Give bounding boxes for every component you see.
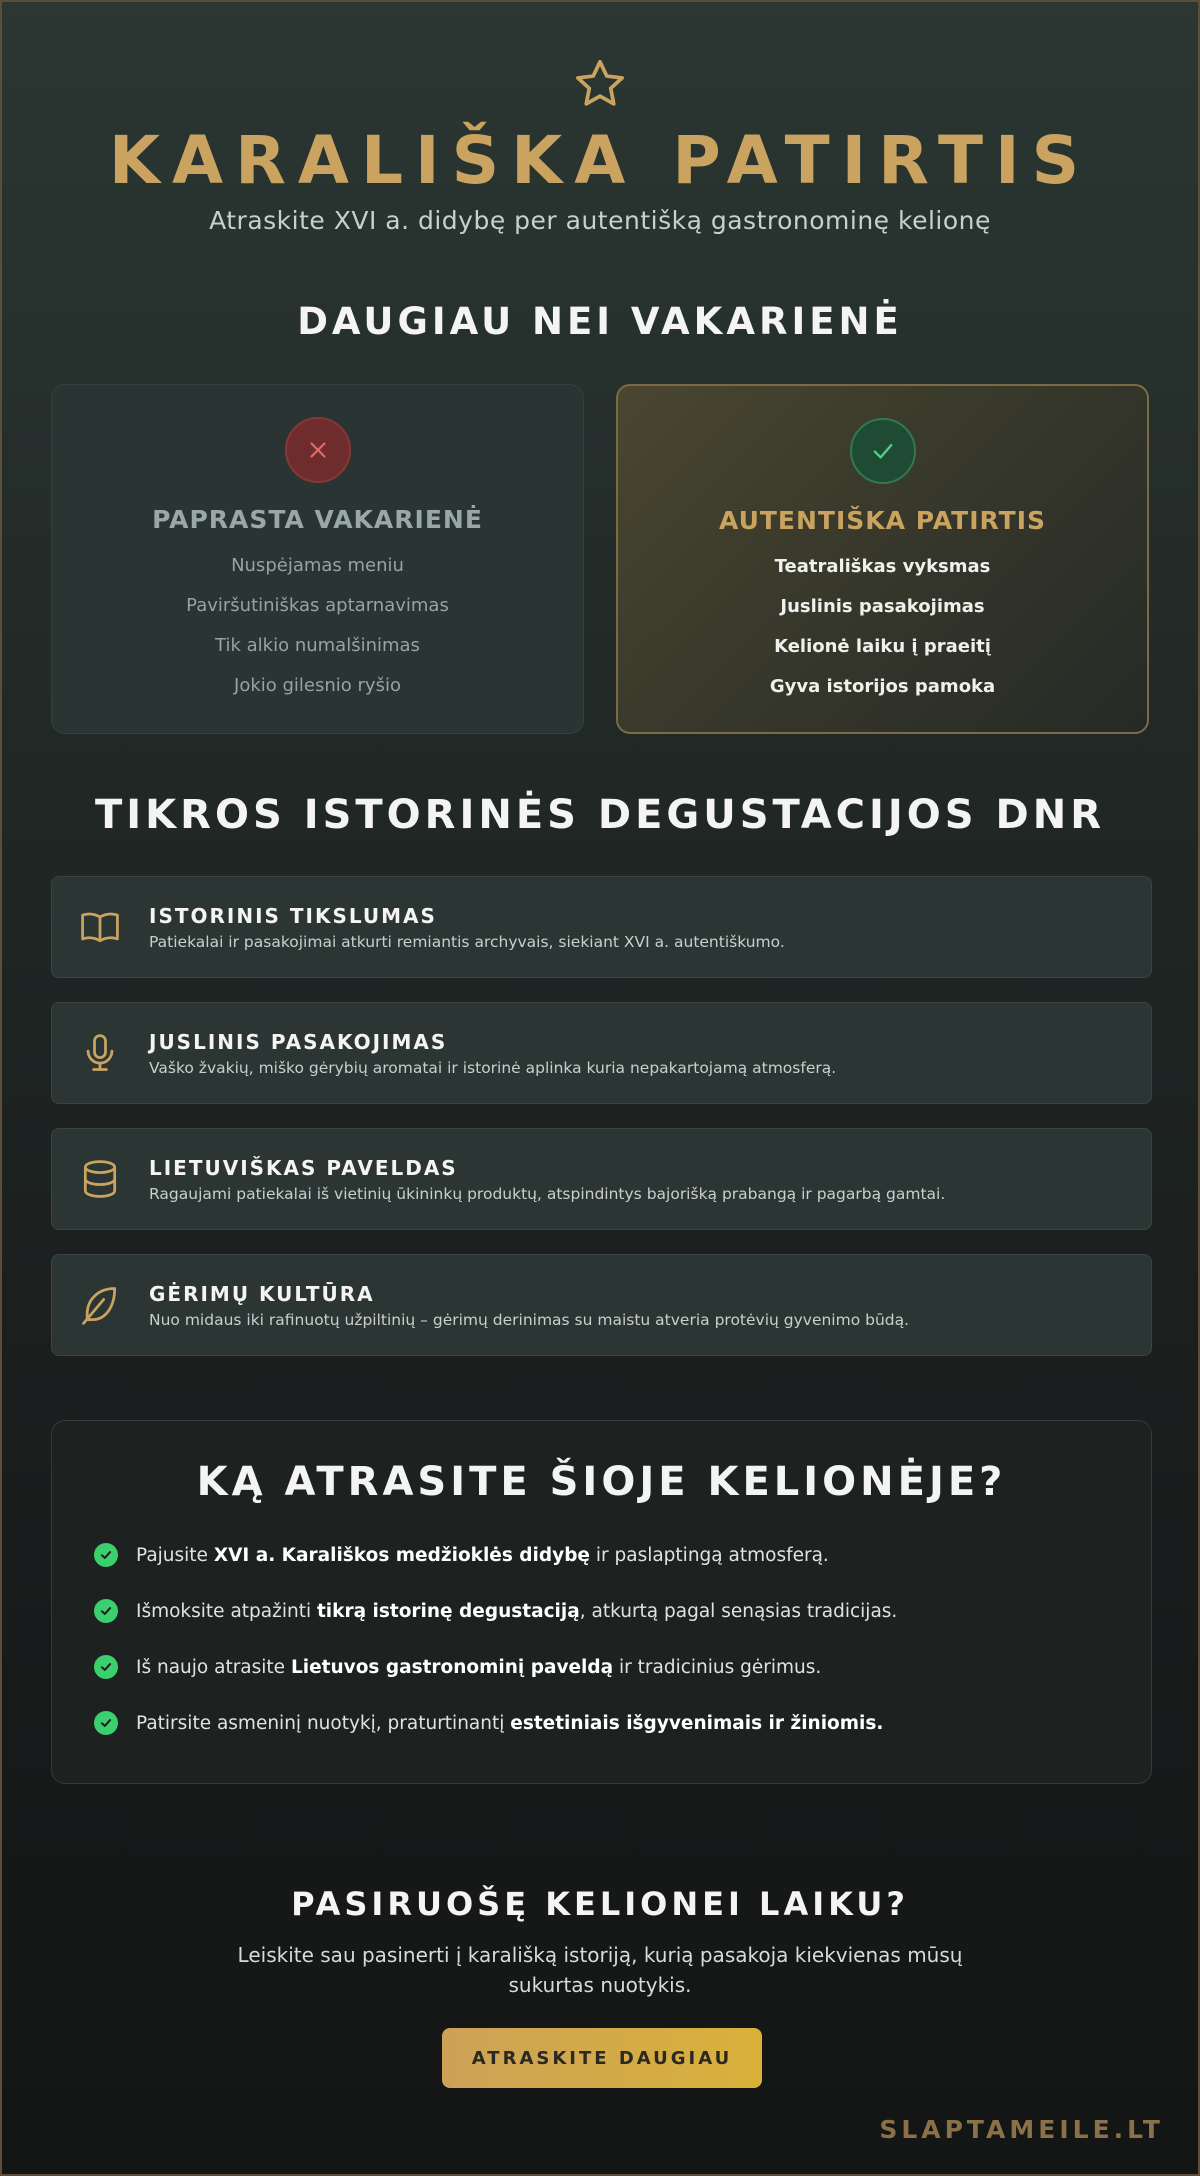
cta-text-line: sukurtas nuotykis.: [508, 1973, 692, 1997]
list-item: Tik alkio numalšinimas: [215, 635, 420, 656]
cta-text-line: Leiskite sau pasinerti į karališką istoriją, kurią pasakoja kiekvienas mūsų: [237, 1943, 963, 1967]
feature-drinks-culture: [51, 1254, 1152, 1356]
list-item: Kelionė laiku į praeitį: [774, 636, 991, 657]
discover-more-button[interactable]: ATRASKITE DAUGIAU: [442, 2028, 762, 2088]
discover-item-text: Iš naujo atrasite Lietuvos gastronominį paveldą ir tradicinius gėrimus.: [136, 1656, 822, 1678]
feature-title: ISTORINIS TIKSLUMAS: [149, 904, 437, 928]
ordinary-dinner-card: [51, 384, 584, 734]
ordinary-dinner-list: [52, 553, 583, 713]
list-item: Jokio gilesnio ryšio: [234, 675, 401, 696]
list-item: Teatrališkas vyksmas: [774, 556, 991, 577]
brand-logo[interactable]: SLAPTAMEILE.LT: [879, 2115, 1164, 2144]
authentic-experience-title: AUTENTIŠKA PATIRTIS: [719, 506, 1046, 535]
feature-title: LIETUVIŠKAS PAVELDAS: [149, 1156, 458, 1180]
comparison-heading: DAUGIAU NEI VAKARIENĖ: [297, 300, 903, 343]
authentic-experience-card: [616, 384, 1149, 734]
feature-description: Nuo midaus iki rafinuotų užpiltinių – gėrimų derinimas su maistu atveria protėvių gyvenimo būdą.: [149, 1311, 910, 1329]
check-icon: [850, 418, 916, 484]
hero-subtitle: Atraskite XVI a. didybę per autentišką gastronominę kelionę: [209, 206, 991, 235]
discover-item-text: Pajusite XVI a. Karališkos medžioklės didybę ir paslaptingą atmosferą.: [136, 1544, 829, 1566]
list-item: Nuspėjamas meniu: [231, 555, 404, 576]
check-circle-icon: [94, 1599, 118, 1623]
cta-text: [2, 1940, 1198, 2000]
check-circle-icon: [94, 1543, 118, 1567]
star-icon: [2, 56, 1198, 116]
discover-item-text: Išmoksite atpažinti tikrą istorinę degustaciją, atkurtą pagal senąsias tradicijas.: [136, 1600, 898, 1622]
discover-box: [51, 1420, 1152, 1784]
feature-description: Ragaujami patiekalai iš vietinių ūkininkų produktų, atspindintys bajorišką prabangą ir pagarbą gamtai.: [149, 1185, 946, 1203]
feature-sensory-storytelling: [51, 1002, 1152, 1104]
dna-heading: TIKROS ISTORINĖS DEGUSTACIJOS DNR: [94, 792, 1106, 838]
feather-icon: [78, 1283, 122, 1327]
feature-description: Vaško žvakių, miško gėrybių aromatai ir istorinė aplinka kuria nepakartojamą atmosferą.: [149, 1059, 837, 1077]
ordinary-dinner-title: PAPRASTA VAKARIENĖ: [152, 505, 483, 534]
microphone-icon: [78, 1031, 122, 1075]
feature-title: GĖRIMŲ KULTŪRA: [149, 1282, 375, 1306]
discover-item: [94, 1711, 1094, 1735]
list-item: Gyva istorijos pamoka: [769, 676, 996, 697]
hero-title: KARALIŠKA PATIRTIS: [108, 122, 1092, 199]
feature-historical-accuracy: [51, 876, 1152, 978]
discover-item: [94, 1655, 1094, 1679]
list-item: Juslinis pasakojimas: [780, 596, 985, 617]
cta-heading: PASIRUOŠĘ KELIONEI LAIKU?: [291, 1885, 909, 1923]
discover-item-text: Patirsite asmeninį nuotykį, praturtinantį estetiniais išgyvenimais ir žiniomis.: [136, 1712, 884, 1734]
authentic-experience-list: [618, 554, 1147, 714]
discover-item: [94, 1543, 1094, 1567]
feature-title: JUSLINIS PASAKOJIMAS: [149, 1030, 448, 1054]
feature-lithuanian-heritage: [51, 1128, 1152, 1230]
book-icon: [78, 905, 122, 949]
check-circle-icon: [94, 1711, 118, 1735]
database-icon: [78, 1157, 122, 1201]
list-item: Paviršutiniškas aptarnavimas: [186, 595, 449, 616]
x-icon: [285, 417, 351, 483]
feature-description: Patiekalai ir pasakojimai atkurti remiantis archyvais, siekiant XVI a. autentiškumo.: [149, 933, 785, 951]
discover-heading: KĄ ATRASITE ŠIOJE KELIONĖJE?: [196, 1459, 1007, 1505]
check-circle-icon: [94, 1655, 118, 1679]
discover-item: [94, 1599, 1094, 1623]
